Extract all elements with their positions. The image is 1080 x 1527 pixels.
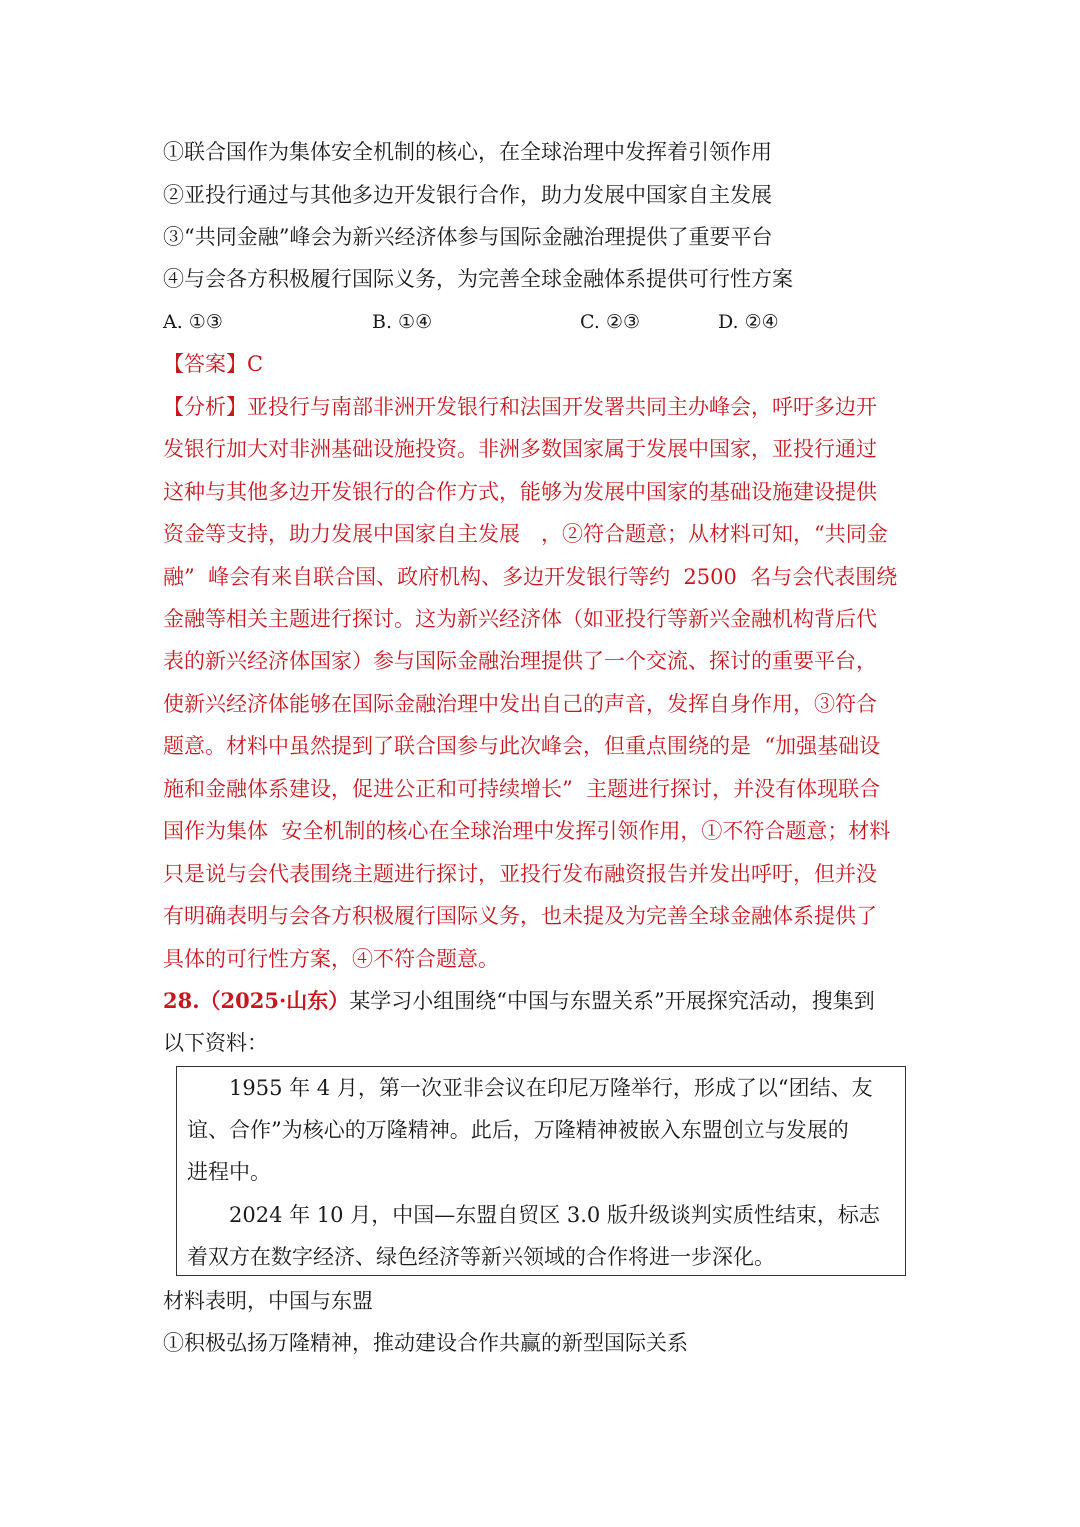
option-d: D. ②④ bbox=[718, 311, 779, 333]
analysis-line: 有明确表明与会各方积极履行国际义务，也未提及为完善全球金融体系提供了 bbox=[163, 904, 877, 928]
material-line: 谊、合作”为核心的万隆精神。此后，万隆精神被嵌入东盟创立与发展的 bbox=[187, 1118, 849, 1142]
answer: 【答案】C bbox=[163, 352, 264, 376]
analysis-line: 金融等相关主题进行探讨。这为新兴经济体（如亚投行等新兴金融机构背后代 bbox=[163, 607, 877, 631]
analysis-line: 表的新兴经济体国家）参与国际金融治理提供了一个交流、探讨的重要平台， bbox=[163, 649, 877, 673]
analysis-line: 资金等支持，助力发展中国家自主发展 ，②符合题意；从材料可知，“共同金 bbox=[163, 522, 888, 546]
statement-3: ③“共同金融”峰会为新兴经济体参与国际金融治理提供了重要平台 bbox=[163, 225, 773, 249]
analysis-line: 只是说与会代表围绕主题进行探讨，亚投行发布融资报告并发出呼吁，但并没 bbox=[163, 862, 877, 886]
question-28-stem-cont: 以下资料： bbox=[163, 1031, 268, 1055]
analysis-line: 题意。材料中虽然提到了联合国参与此次峰会，但重点围绕的是 “加强基础设 bbox=[163, 734, 881, 758]
option-a: A. ①③ bbox=[163, 311, 223, 333]
analysis-line: 融” 峰会有来自联合国、政府机构、多边开发银行等约 2500 名与会代表围绕 bbox=[163, 565, 898, 589]
material-line: 进程中。 bbox=[187, 1160, 271, 1184]
analysis-line: 【分析】亚投行与南部非洲开发银行和法国开发署共同主办峰会，呼吁多边开 bbox=[163, 395, 877, 419]
analysis-line: 国作为集体 安全机制的核心在全球治理中发挥引领作用，①不符合题意；材料 bbox=[163, 819, 891, 843]
analysis-line: 这种与其他多边开发银行的合作方式，能够为发展中国家的基础设施建设提供 bbox=[163, 480, 877, 504]
question-stem-text: 某学习小组围绕“中国与东盟关系”开展探究活动，搜集到 bbox=[349, 989, 875, 1013]
statement-4: ④与会各方积极履行国际义务，为完善全球金融体系提供可行性方案 bbox=[163, 267, 793, 291]
analysis-line: 具体的可行性方案，④不符合题意。 bbox=[163, 947, 499, 971]
material-conclusion: 材料表明，中国与东盟 bbox=[163, 1289, 373, 1313]
analysis-line: 使新兴经济体能够在国际金融治理中发出自己的声音，发挥自身作用，③符合 bbox=[163, 692, 877, 716]
material-line: 2024 年 10 月，中国—东盟自贸区 3.0 版升级谈判实质性结束，标志 bbox=[229, 1203, 880, 1227]
statement-28-1: ①积极弘扬万隆精神，推动建设合作共赢的新型国际关系 bbox=[163, 1331, 688, 1355]
statement-2: ②亚投行通过与其他多边开发银行合作，助力发展中国家自主发展 bbox=[163, 183, 772, 207]
analysis-line: 发银行加大对非洲基础设施投资。非洲多数国家属于发展中国家，亚投行通过 bbox=[163, 437, 877, 461]
material-box bbox=[176, 1066, 906, 1276]
question-28-stem bbox=[163, 986, 875, 1016]
option-c: C. ②③ bbox=[580, 311, 641, 333]
question-number: 28.（2025·山东） bbox=[163, 988, 350, 1013]
option-b: B. ①④ bbox=[372, 311, 433, 333]
material-line: 着双方在数字经济、绿色经济等新兴领域的合作将进一步深化。 bbox=[187, 1245, 775, 1269]
analysis-line: 施和金融体系建设，促进公正和可持续增长” 主题进行探讨，并没有体现联合 bbox=[163, 777, 881, 801]
material-line: 1955 年 4 月，第一次亚非会议在印尼万隆举行，形成了以“团结、友 bbox=[229, 1076, 873, 1100]
statement-1: ①联合国作为集体安全机制的核心，在全球治理中发挥着引领作用 bbox=[163, 140, 772, 164]
